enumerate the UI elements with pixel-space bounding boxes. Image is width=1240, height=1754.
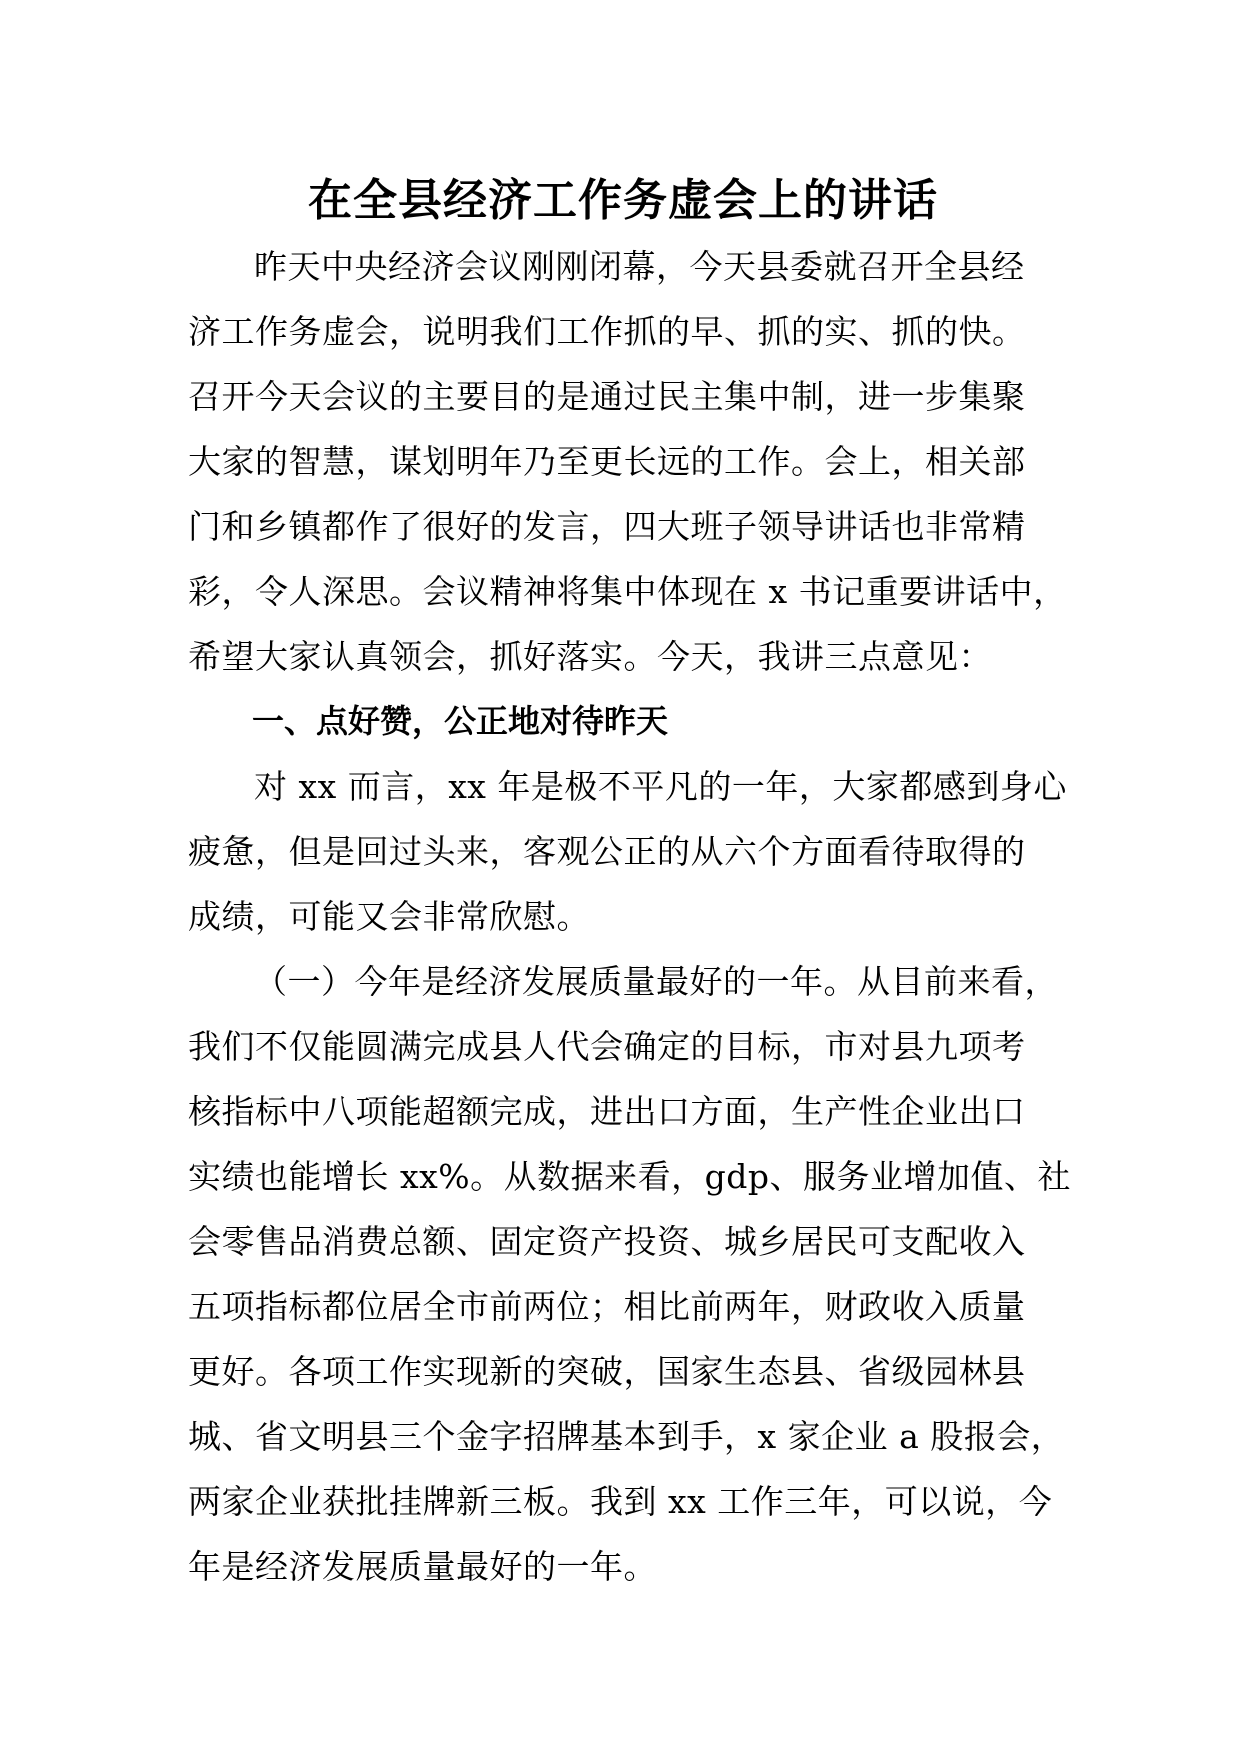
text-line: 城、省文明县三个金字招牌基本到手，x 家企业 a 股报会， [188,1417,1065,1456]
text-line: 济工作务虚会，说明我们工作抓的早、抓的实、抓的快。 [188,312,1026,351]
text-line: 门和乡镇都作了很好的发言，四大班子领导讲话也非常精 [188,507,1026,546]
text-line: 召开今天会议的主要目的是通过民主集中制，进一步集聚 [188,377,1026,416]
text-line: 昨天中央经济会议刚刚闭幕，今天县委就召开全县经 [254,247,1025,286]
text-line: 实绩也能增长 xx%。从数据来看，gdp、服务业增加值、社 [188,1157,1071,1196]
document-title: 在全县经济工作务虚会上的讲话 [308,175,938,226]
text-line: 五项指标都位居全市前两位；相比前两年，财政收入质量 [188,1287,1026,1326]
section-heading: 一、点好赞，公正地对待昨天 [252,702,669,740]
text-line: 更好。各项工作实现新的突破，国家生态县、省级园林县 [188,1352,1026,1391]
intro-paragraph [188,234,1067,689]
text-line: 两家企业获批挂牌新三板。我到 xx 工作三年，可以说，今 [188,1482,1053,1521]
item-paragraph [188,949,1071,1599]
document-body [188,168,1071,1599]
text-line: 对 xx 而言，xx 年是极不平凡的一年，大家都感到身心 [254,767,1067,806]
text-line: 大家的智慧，谋划明年乃至更长远的工作。会上，相关部 [188,442,1026,481]
text-line: 彩，令人深思。会议精神将集中体现在 x 书记重要讲话中， [188,572,1067,611]
text-line: 疲惫，但是回过头来，客观公正的从六个方面看待取得的 [188,832,1026,871]
text-line: 成绩，可能又会非常欣慰。 [188,897,590,936]
text-line: 会零售品消费总额、固定资产投资、城乡居民可支配收入 [188,1222,1026,1261]
text-line: 希望大家认真领会，抓好落实。今天，我讲三点意见： [188,637,992,676]
section-paragraph [188,754,1067,949]
text-line: （一）今年是经济发展质量最好的一年。从目前来看， [254,962,1058,1001]
text-line: 年是经济发展质量最好的一年。 [188,1547,657,1586]
text-line: 核指标中八项能超额完成，进出口方面，生产性企业出口 [188,1092,1026,1131]
text-line: 我们不仅能圆满完成县人代会确定的目标，市对县九项考 [188,1027,1026,1066]
